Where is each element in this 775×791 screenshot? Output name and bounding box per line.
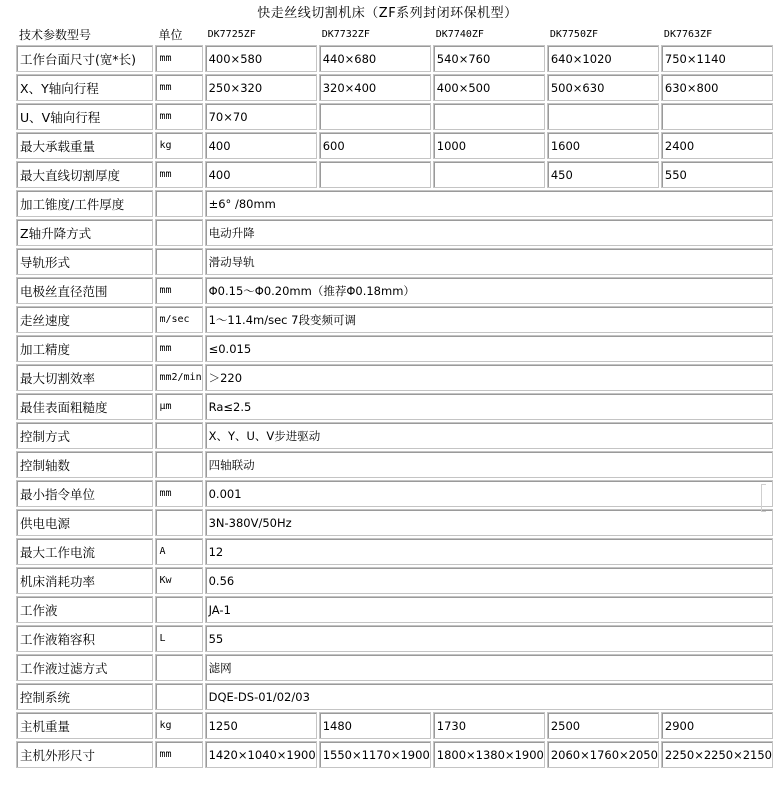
table-row — [16, 393, 773, 420]
header-row — [16, 26, 773, 43]
model-value: 1480 — [319, 712, 431, 739]
table-row — [16, 741, 773, 768]
table-row — [16, 190, 773, 217]
shared-value: ＞220 — [205, 364, 773, 391]
shared-value: 12 — [205, 538, 773, 565]
model-value — [433, 161, 545, 188]
model-value: 1730 — [433, 712, 545, 739]
table-row — [16, 364, 773, 391]
table-row — [16, 509, 773, 536]
row-unit: mm — [155, 277, 202, 304]
row-label: 控制方式 — [16, 422, 153, 449]
table-row — [16, 480, 773, 507]
row-label: 机床消耗功率 — [16, 567, 153, 594]
model-value: 450 — [547, 161, 659, 188]
spec-table — [14, 24, 775, 770]
row-unit: m/sec — [155, 306, 202, 333]
model-value: 400 — [205, 161, 317, 188]
model-header: DK7740ZF — [435, 29, 484, 40]
row-unit: L — [155, 625, 202, 652]
row-label: Z轴升降方式 — [16, 219, 153, 246]
row-unit — [155, 509, 202, 536]
model-value: 400×500 — [433, 74, 545, 101]
model-value — [661, 103, 773, 130]
row-unit — [155, 683, 202, 710]
table-row — [16, 45, 773, 72]
param-header: 技术参数型号 — [19, 28, 92, 42]
table-row — [16, 132, 773, 159]
model-value: 640×1020 — [547, 45, 659, 72]
row-label: 导轨形式 — [16, 248, 153, 275]
row-label: 走丝速度 — [16, 306, 153, 333]
row-label: 最大切割效率 — [16, 364, 153, 391]
model-value — [547, 103, 659, 130]
row-label: 主机重量 — [16, 712, 153, 739]
model-value: 550 — [661, 161, 773, 188]
row-label: 最大承载重量 — [16, 132, 153, 159]
shared-value: 1～11.4m/sec 7段变频可调 — [205, 306, 773, 333]
model-value: 440×680 — [319, 45, 431, 72]
model-value: 1000 — [433, 132, 545, 159]
shared-value: ±6° /80mm — [205, 190, 773, 217]
model-value: 70×70 — [205, 103, 317, 130]
row-label: 控制系统 — [16, 683, 153, 710]
row-label: 工作液 — [16, 596, 153, 623]
model-value: 600 — [319, 132, 431, 159]
shared-value: DQE-DS-01/02/03 — [205, 683, 773, 710]
model-value — [319, 161, 431, 188]
shared-value: 3N-380V/50Hz — [205, 509, 773, 536]
shared-value: 电动升降 — [205, 219, 773, 246]
table-row — [16, 625, 773, 652]
shared-value: JA-1 — [205, 596, 773, 623]
row-unit: kg — [155, 132, 202, 159]
shared-value: 滑动导轨 — [205, 248, 773, 275]
row-label: 最小指令单位 — [16, 480, 153, 507]
model-value: 2500 — [547, 712, 659, 739]
table-row — [16, 335, 773, 362]
model-value: 1420×1040×1900 — [205, 741, 317, 768]
row-unit — [155, 422, 202, 449]
shared-value: Ra≤2.5 — [205, 393, 773, 420]
table-row — [16, 538, 773, 565]
scrollbar-stub — [761, 484, 766, 512]
table-row — [16, 654, 773, 681]
table-row — [16, 422, 773, 449]
row-unit: mm — [155, 103, 202, 130]
row-label: 主机外形尺寸 — [16, 741, 153, 768]
row-unit: mm — [155, 335, 202, 362]
row-unit — [155, 190, 202, 217]
model-value: 630×800 — [661, 74, 773, 101]
shared-value: 四轴联动 — [205, 451, 773, 478]
row-unit: Kw — [155, 567, 202, 594]
shared-value: 55 — [205, 625, 773, 652]
table-row — [16, 277, 773, 304]
model-value: 2060×1760×2050 — [547, 741, 659, 768]
table-row — [16, 74, 773, 101]
unit-header: 单位 — [158, 28, 183, 42]
shared-value: 滤网 — [205, 654, 773, 681]
model-value: 540×760 — [433, 45, 545, 72]
model-value: 2900 — [661, 712, 773, 739]
model-value: 1250 — [205, 712, 317, 739]
model-value: 400×580 — [205, 45, 317, 72]
row-label: 最大直线切割厚度 — [16, 161, 153, 188]
shared-value: ≤0.015 — [205, 335, 773, 362]
model-value — [319, 103, 431, 130]
model-value: 2400 — [661, 132, 773, 159]
table-row — [16, 161, 773, 188]
table-row — [16, 219, 773, 246]
row-unit — [155, 654, 202, 681]
model-value: 750×1140 — [661, 45, 773, 72]
row-unit: mm — [155, 45, 202, 72]
shared-value: X、Y、U、V步进驱动 — [205, 422, 773, 449]
row-unit — [155, 248, 202, 275]
row-unit: mm — [155, 480, 202, 507]
row-unit: μm — [155, 393, 202, 420]
model-value: 500×630 — [547, 74, 659, 101]
row-unit: mm — [155, 741, 202, 768]
row-label: 工作液过滤方式 — [16, 654, 153, 681]
shared-value: 0.56 — [205, 567, 773, 594]
model-header: DK7725ZF — [207, 29, 256, 40]
row-label: U、V轴向行程 — [16, 103, 153, 130]
row-label: 最佳表面粗糙度 — [16, 393, 153, 420]
row-unit: mm — [155, 74, 202, 101]
model-header: DK7763ZF — [663, 29, 713, 40]
row-label: 加工锥度/工件厚度 — [16, 190, 153, 217]
row-unit — [155, 219, 202, 246]
table-row — [16, 567, 773, 594]
table-row — [16, 596, 773, 623]
row-label: 工作液箱容积 — [16, 625, 153, 652]
row-unit — [155, 596, 202, 623]
table-row — [16, 306, 773, 333]
row-label: 控制轴数 — [16, 451, 153, 478]
model-value: 1800×1380×1900 — [433, 741, 545, 768]
model-value: 400 — [205, 132, 317, 159]
row-label: 加工精度 — [16, 335, 153, 362]
model-value: 1600 — [547, 132, 659, 159]
table-row — [16, 248, 773, 275]
table-row — [16, 103, 773, 130]
model-value: 320×400 — [319, 74, 431, 101]
row-label: 工作台面尺寸(宽*长) — [16, 45, 153, 72]
table-row — [16, 712, 773, 739]
table-row — [16, 683, 773, 710]
row-unit — [155, 451, 202, 478]
row-label: 供电电源 — [16, 509, 153, 536]
row-unit: kg — [155, 712, 202, 739]
model-value: 2250×2250×2150 — [661, 741, 773, 768]
model-value: 250×320 — [205, 74, 317, 101]
model-header: DK7750ZF — [549, 29, 599, 40]
model-header: DK7732ZF — [321, 29, 370, 40]
model-value — [433, 103, 545, 130]
row-unit: mm — [155, 161, 202, 188]
row-unit: A — [155, 538, 202, 565]
page-title: 快走丝线切割机床（ZF系列封闭环保机型） — [257, 6, 518, 21]
row-label: 电极丝直径范围 — [16, 277, 153, 304]
model-value: 1550×1170×1900 — [319, 741, 431, 768]
row-label: X、Y轴向行程 — [16, 74, 153, 101]
row-label: 最大工作电流 — [16, 538, 153, 565]
shared-value: 0.001 — [205, 480, 773, 507]
row-unit: mm2/min — [155, 364, 202, 391]
shared-value: Φ0.15～Φ0.20mm（推荐Φ0.18mm） — [205, 277, 773, 304]
table-row — [16, 451, 773, 478]
